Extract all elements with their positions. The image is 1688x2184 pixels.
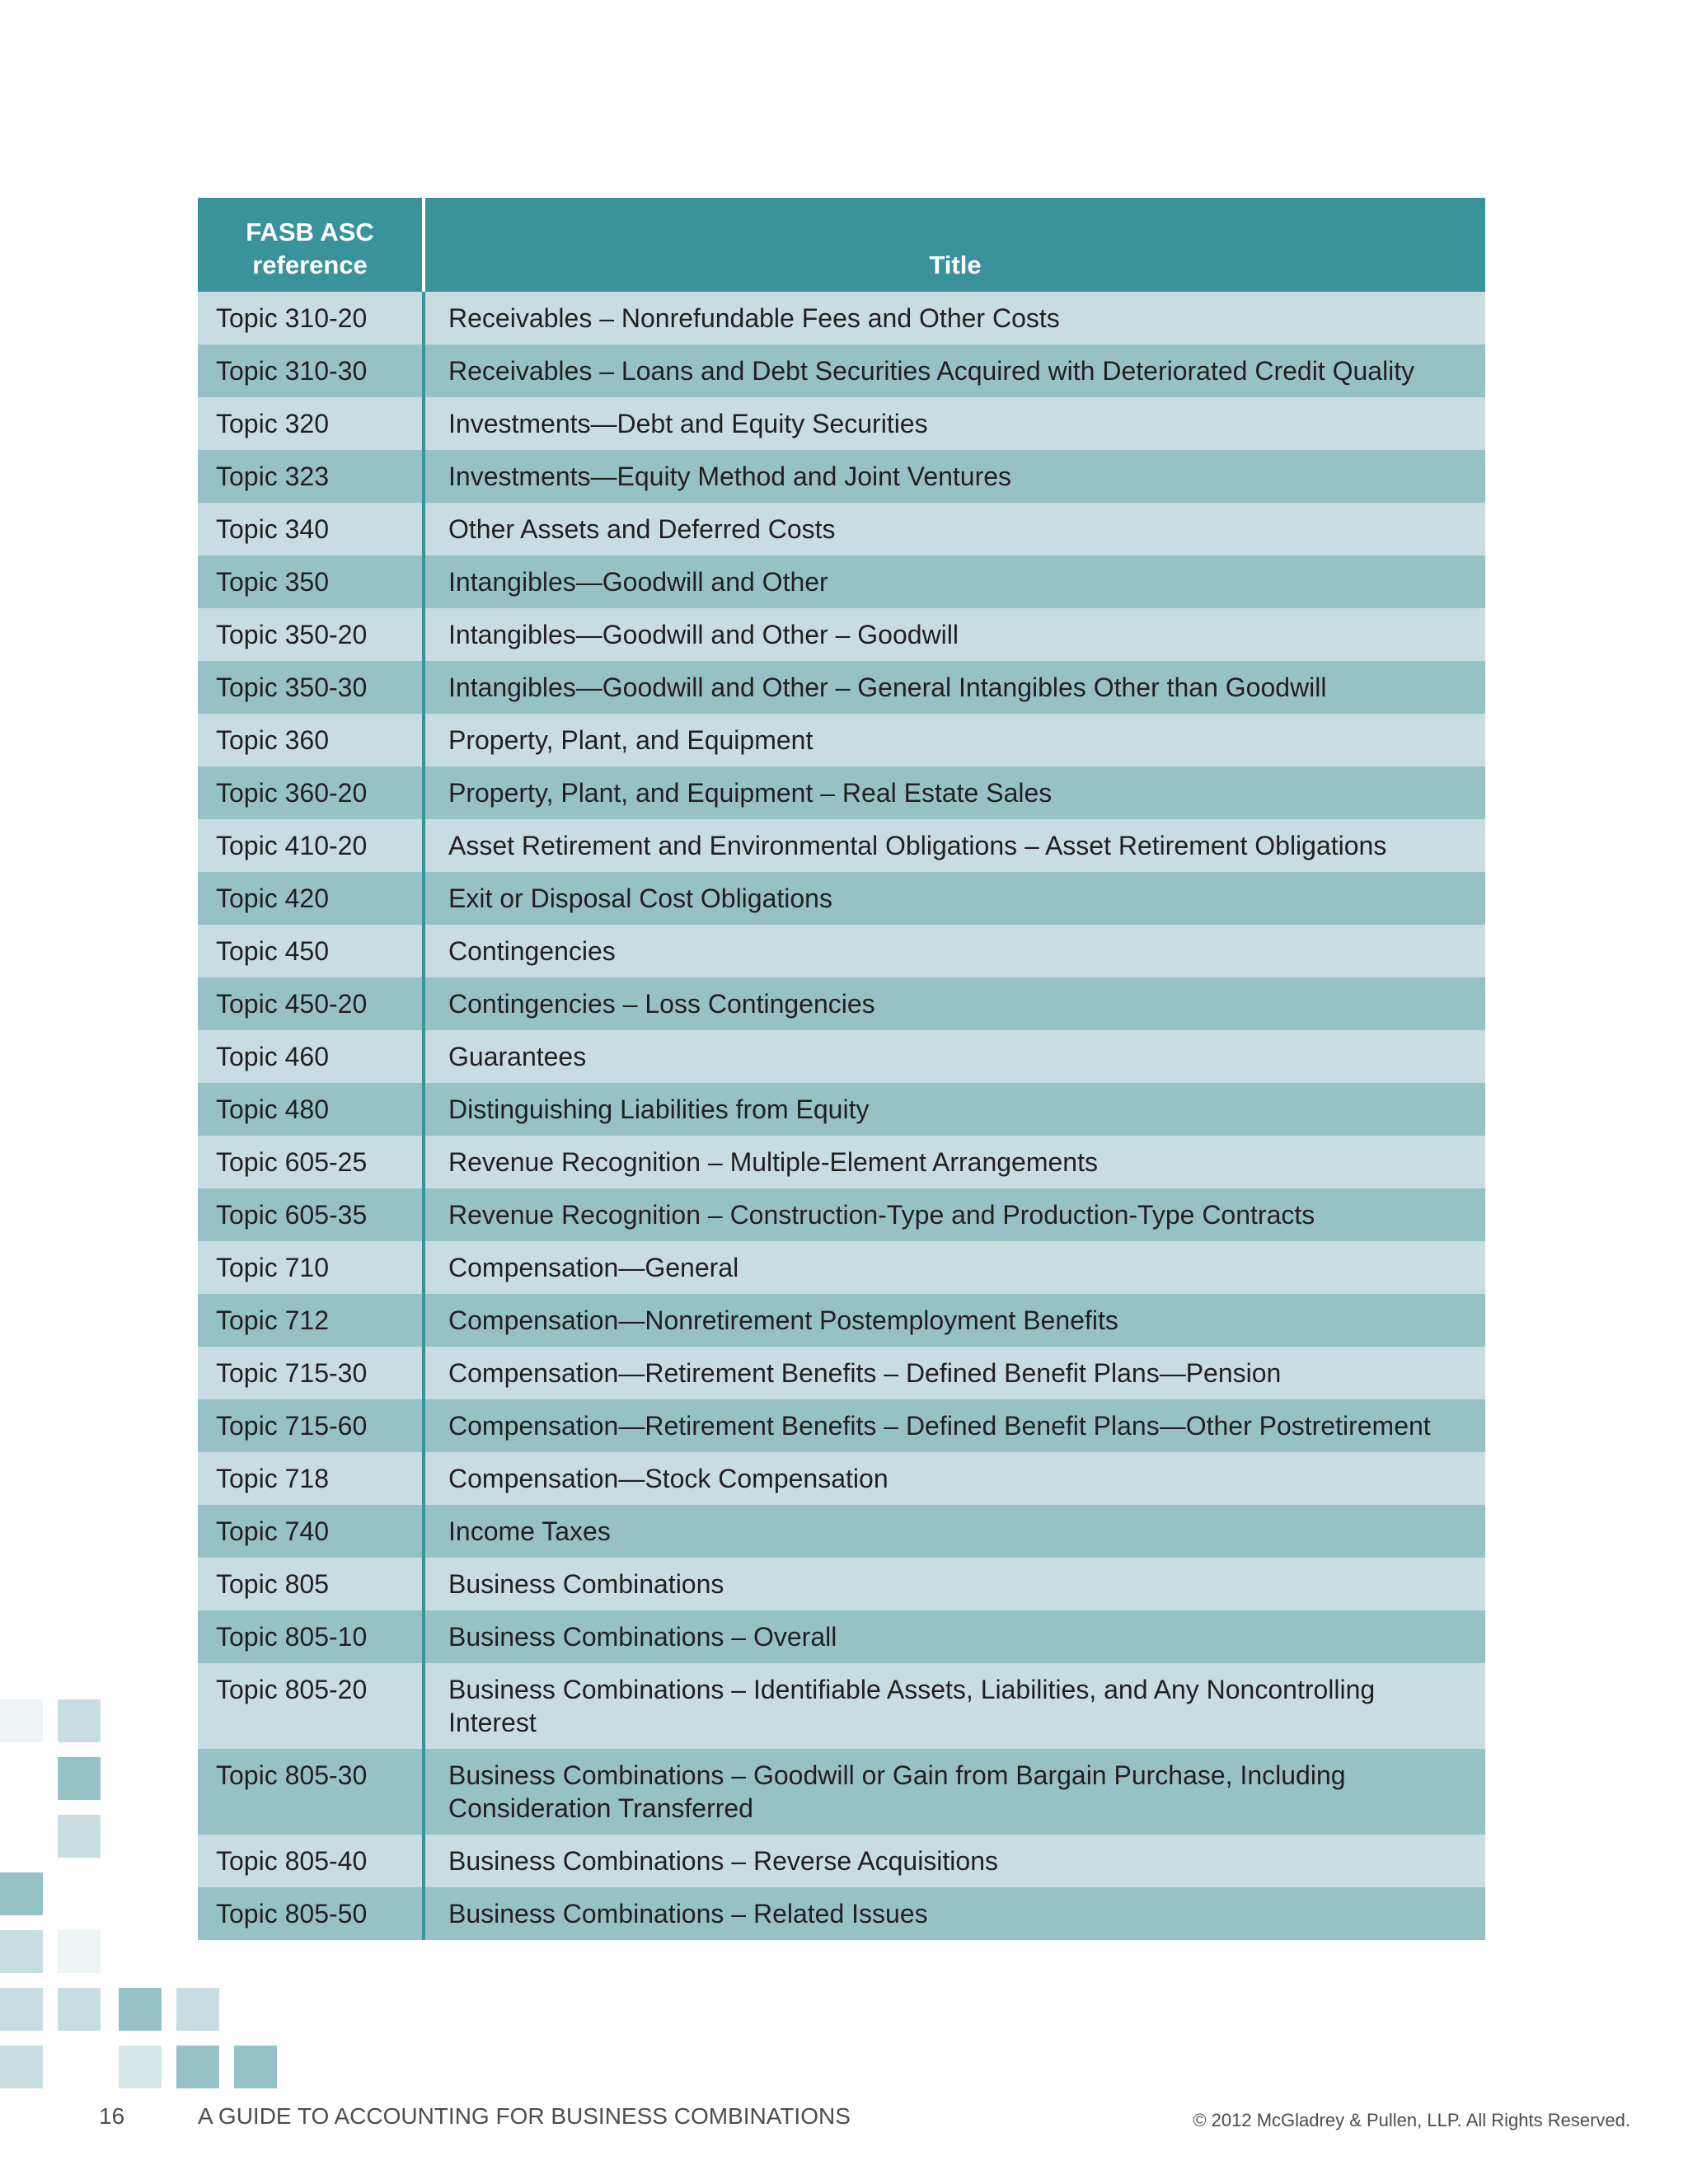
row-title: Receivables – Loans and Debt Securities Acquired with Deteriorated Credit Quality — [424, 344, 1485, 397]
row-reference: Topic 480 — [198, 1083, 424, 1136]
row-title: Business Combinations – Related Issues — [424, 1887, 1485, 1940]
row-reference: Topic 805-30 — [198, 1749, 424, 1835]
row-reference: Topic 450-20 — [198, 977, 424, 1030]
deco-square — [58, 1699, 101, 1742]
row-reference: Topic 310-20 — [198, 292, 424, 344]
row-reference: Topic 310-30 — [198, 344, 424, 397]
deco-square — [0, 1988, 43, 2031]
copyright: © 2012 McGladrey & Pullen, LLP. All Rights Reserved. — [1193, 2110, 1630, 2130]
deco-square — [234, 2046, 277, 2088]
table-row — [198, 344, 1485, 397]
row-reference: Topic 350-20 — [198, 608, 424, 661]
table-row — [198, 1835, 1485, 1887]
header-title: Title — [424, 198, 1485, 292]
row-title: Exit or Disposal Cost Obligations — [424, 872, 1485, 925]
row-reference: Topic 715-30 — [198, 1347, 424, 1399]
table-row — [198, 1887, 1485, 1940]
row-title: Income Taxes — [424, 1505, 1485, 1558]
row-reference: Topic 605-25 — [198, 1136, 424, 1188]
row-title: Contingencies — [424, 925, 1485, 977]
row-title: Compensation—General — [424, 1241, 1485, 1294]
table-row — [198, 714, 1485, 766]
table-row — [198, 1294, 1485, 1347]
table-row — [198, 1749, 1485, 1835]
row-title: Distinguishing Liabilities from Equity — [424, 1083, 1485, 1136]
row-title: Business Combinations – Reverse Acquisitions — [424, 1835, 1485, 1887]
row-reference: Topic 350-30 — [198, 661, 424, 714]
page-number: 16 — [99, 2103, 125, 2129]
table-row — [198, 819, 1485, 872]
row-title: Business Combinations – Identifiable Assets, Liabilities, and Any Noncontrolling Interest — [424, 1663, 1485, 1749]
table-row — [198, 661, 1485, 714]
row-reference: Topic 360 — [198, 714, 424, 766]
table-row — [198, 1505, 1485, 1558]
table-row — [198, 1136, 1485, 1188]
table-row — [198, 1347, 1485, 1399]
deco-square — [176, 1988, 219, 2031]
guide-title: A GUIDE TO ACCOUNTING FOR BUSINESS COMBINATIONS — [198, 2103, 851, 2129]
row-reference: Topic 710 — [198, 1241, 424, 1294]
table-row — [198, 292, 1485, 344]
row-reference: Topic 420 — [198, 872, 424, 925]
table-row — [198, 608, 1485, 661]
deco-square — [58, 1757, 101, 1800]
row-reference: Topic 320 — [198, 397, 424, 450]
deco-square — [0, 1930, 43, 1973]
row-reference: Topic 718 — [198, 1452, 424, 1505]
row-title: Intangibles—Goodwill and Other — [424, 555, 1485, 608]
deco-square — [0, 2046, 43, 2088]
table-row — [198, 1083, 1485, 1136]
row-title: Compensation—Retirement Benefits – Defined Benefit Plans—Pension — [424, 1347, 1485, 1399]
row-reference: Topic 740 — [198, 1505, 424, 1558]
deco-square — [119, 1988, 162, 2031]
row-title: Revenue Recognition – Construction-Type and Production-Type Contracts — [424, 1188, 1485, 1241]
row-reference: Topic 410-20 — [198, 819, 424, 872]
table-row — [198, 1663, 1485, 1749]
row-title: Other Assets and Deferred Costs — [424, 503, 1485, 555]
table-row — [198, 872, 1485, 925]
row-reference: Topic 450 — [198, 925, 424, 977]
row-reference: Topic 460 — [198, 1030, 424, 1083]
row-title: Compensation—Stock Compensation — [424, 1452, 1485, 1505]
row-reference: Topic 805 — [198, 1558, 424, 1610]
row-reference: Topic 323 — [198, 450, 424, 503]
row-title: Receivables – Nonrefundable Fees and Other Costs — [424, 292, 1485, 344]
fasb-reference-table-container — [198, 198, 1485, 1940]
table-row — [198, 1030, 1485, 1083]
table-row — [198, 450, 1485, 503]
row-title: Compensation—Nonretirement Postemployment Benefits — [424, 1294, 1485, 1347]
row-title: Revenue Recognition – Multiple-Element Arrangements — [424, 1136, 1485, 1188]
row-title: Property, Plant, and Equipment – Real Estate Sales — [424, 766, 1485, 819]
deco-square — [0, 1699, 43, 1742]
row-title: Business Combinations – Goodwill or Gain from Bargain Purchase, Including Consideration Transferred — [424, 1749, 1485, 1835]
table-row — [198, 1188, 1485, 1241]
deco-square — [58, 1988, 101, 2031]
row-title: Investments—Equity Method and Joint Ventures — [424, 450, 1485, 503]
row-reference: Topic 805-20 — [198, 1663, 424, 1749]
row-reference: Topic 712 — [198, 1294, 424, 1347]
table-row — [198, 1558, 1485, 1610]
table-row — [198, 925, 1485, 977]
table-row — [198, 555, 1485, 608]
row-reference: Topic 805-10 — [198, 1610, 424, 1663]
row-title: Compensation—Retirement Benefits – Defined Benefit Plans—Other Postretirement — [424, 1399, 1485, 1452]
table-row — [198, 1610, 1485, 1663]
deco-square — [58, 1930, 101, 1973]
row-reference: Topic 805-40 — [198, 1835, 424, 1887]
deco-square — [0, 1872, 43, 1915]
row-title: Business Combinations — [424, 1558, 1485, 1610]
row-title: Intangibles—Goodwill and Other – General Intangibles Other than Goodwill — [424, 661, 1485, 714]
table-row — [198, 1399, 1485, 1452]
row-title: Intangibles—Goodwill and Other – Goodwill — [424, 608, 1485, 661]
table-body — [198, 292, 1485, 1940]
table-header-row — [198, 198, 1485, 292]
fasb-reference-table — [198, 198, 1485, 1940]
table-row — [198, 503, 1485, 555]
row-reference: Topic 715-60 — [198, 1399, 424, 1452]
row-reference: Topic 360-20 — [198, 766, 424, 819]
deco-square — [176, 2046, 219, 2088]
table-row — [198, 1452, 1485, 1505]
row-reference: Topic 350 — [198, 555, 424, 608]
deco-square — [119, 2046, 162, 2088]
deco-square — [58, 1815, 101, 1858]
row-reference: Topic 605-35 — [198, 1188, 424, 1241]
row-title: Investments—Debt and Equity Securities — [424, 397, 1485, 450]
row-title: Business Combinations – Overall — [424, 1610, 1485, 1663]
row-reference: Topic 340 — [198, 503, 424, 555]
header-reference: FASB ASC reference — [198, 198, 424, 292]
table-row — [198, 397, 1485, 450]
table-row — [198, 977, 1485, 1030]
table-row — [198, 766, 1485, 819]
table-row — [198, 1241, 1485, 1294]
row-reference: Topic 805-50 — [198, 1887, 424, 1940]
row-title: Guarantees — [424, 1030, 1485, 1083]
row-title: Asset Retirement and Environmental Obligations – Asset Retirement Obligations — [424, 819, 1485, 872]
row-title: Contingencies – Loss Contingencies — [424, 977, 1485, 1030]
row-title: Property, Plant, and Equipment — [424, 714, 1485, 766]
